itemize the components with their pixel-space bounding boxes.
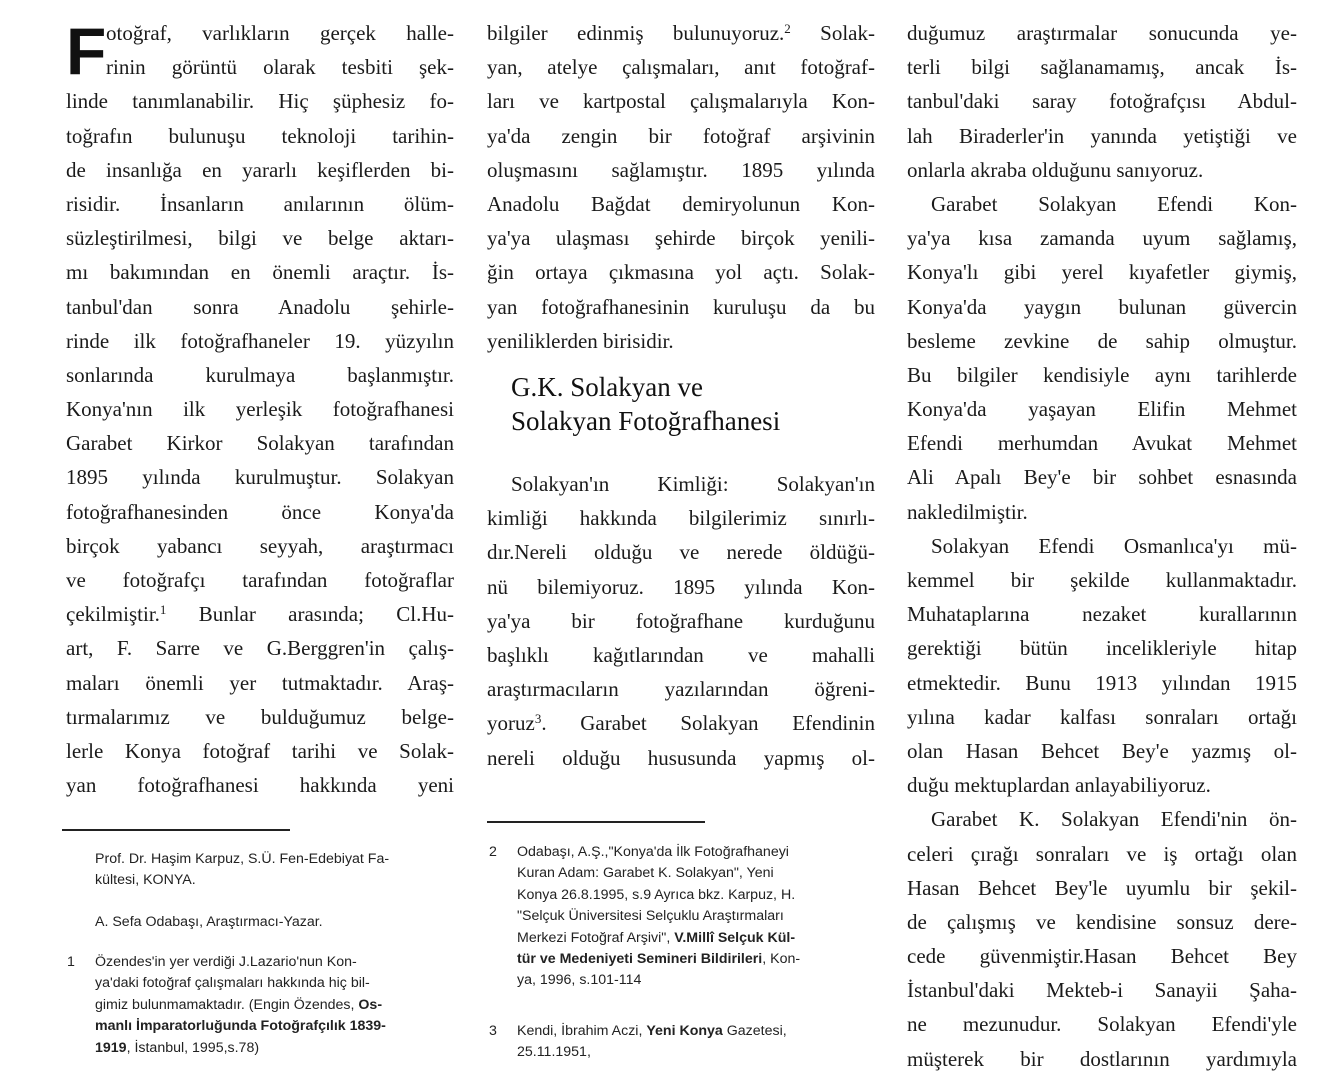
text-line: tanbul'daki saray fotoğrafçısı Abdul- bbox=[907, 89, 1297, 114]
author-note-1 bbox=[95, 849, 389, 892]
heading-line: G.K. Solakyan ve bbox=[511, 372, 703, 402]
text-line: başlıklı kağıtlarından ve mahalli bbox=[487, 642, 875, 667]
footnote-line: "Selçuk Üniversitesi Selçuklu Araştırmaları bbox=[517, 908, 784, 925]
text-line: ve fotoğrafçı tarafından fotoğraflar bbox=[66, 568, 454, 592]
text-fragment: yoruz bbox=[487, 711, 535, 736]
text-line: yan, atelye çalışmaları, anıt fotoğraf- bbox=[487, 55, 875, 80]
text-line: linde tanımlanabilir. Hiç şüphesiz fo- bbox=[66, 89, 454, 114]
text-line: sonlarında kurulmaya başlanmıştır. bbox=[66, 362, 454, 387]
footnote-line: Özendes'in yer verdiği J.Lazario'nun Kon- bbox=[95, 954, 357, 970]
footnote-line bbox=[95, 995, 386, 1016]
text-line: yeniliklerden birisidir. bbox=[487, 328, 674, 353]
footnote-line bbox=[517, 949, 800, 970]
column-1 bbox=[66, 16, 454, 802]
text-line: yan fotoğrafhanesi hakkında yeni bbox=[66, 773, 454, 798]
text-line: gerektiği bütün incelikleriyle hitap bbox=[907, 636, 1297, 661]
text-line: ğin ortaya çıkmasına yol açtı. Solak- bbox=[487, 260, 875, 285]
text-line: Garabet K. Solakyan Efendi'nin ön- bbox=[931, 807, 1297, 832]
text-line: Bu bilgiler kendisiyle aynı tarihlerde bbox=[907, 362, 1297, 387]
text-fragment: Gazetesi, bbox=[722, 1023, 787, 1039]
text-fragment: Solak- bbox=[790, 21, 875, 45]
text-line: Muhataplarına nezaket kurallarının bbox=[907, 602, 1297, 627]
text-line-with-footnote bbox=[487, 706, 875, 740]
text-fragment: bilgiler edinmiş bulunuyoruz. bbox=[487, 21, 785, 45]
footnote-line bbox=[95, 1016, 386, 1037]
text-line: süzleştirilmesi, bilgi ve belge aktarı- bbox=[66, 226, 454, 251]
text-line: terli bilgi sağlanamamış, ancak İs- bbox=[907, 55, 1297, 80]
column-3 bbox=[907, 16, 1297, 1076]
text-line-with-footnote bbox=[66, 597, 454, 631]
text-line: ya'da zengin bir fotoğraf arşivinin bbox=[487, 123, 875, 148]
footnote-ref-1[interactable]: 1 bbox=[159, 602, 167, 618]
text-line: Solakyan Efendi Osmanlıca'yı mü- bbox=[931, 533, 1297, 558]
text-line: de çalışmış ve kendisine sonsuz dere- bbox=[907, 909, 1297, 934]
footnote-number: 2 bbox=[489, 844, 497, 860]
text-line: lah Biraderler'in yanında yetiştiği ve bbox=[907, 123, 1297, 148]
text-line: Ali Apalı Bey'e bir sohbet esnasında bbox=[907, 465, 1297, 490]
text-line: besleme zevkine de sahip olmuştur. bbox=[907, 328, 1297, 353]
footnote-line: Prof. Dr. Haşim Karpuz, S.Ü. Fen-Edebiyat Fa- bbox=[95, 851, 390, 867]
text-line: müşterek bir dostlarının yardımıyla bbox=[907, 1046, 1297, 1071]
footnote-line: ya, 1996, s.101-114 bbox=[517, 972, 642, 989]
heading-line: Solakyan Fotoğrafhanesi bbox=[511, 406, 781, 436]
text-line: onlarla akraba olduğunu sanıyoruz. bbox=[907, 157, 1204, 182]
footnote-ref-3[interactable]: 3 bbox=[534, 711, 542, 727]
text-fragment: , İstanbul, 1995,s.78) bbox=[126, 1039, 260, 1056]
section-heading bbox=[511, 370, 780, 438]
author-note-2 bbox=[95, 912, 323, 933]
text-line: ne mezunudur. Solakyan Efendi'yle bbox=[907, 1012, 1297, 1037]
text-line: tırmalarımız ve bulduğumuz belge- bbox=[66, 704, 454, 729]
book-title: tür ve Medeniyeti Semineri Bildirileri bbox=[517, 951, 763, 968]
text-line: de insanlığa en yararlı keşiflerden bi- bbox=[66, 157, 454, 182]
text-fragment: . Garabet Solakyan Efendinin bbox=[541, 711, 875, 736]
book-title: Os- bbox=[358, 996, 383, 1013]
text-line: araştırmacıların yazılarından öğreni- bbox=[487, 677, 875, 702]
text-line: art, F. Sarre ve G.Berggren'in çalış- bbox=[66, 636, 454, 661]
footnote-rule bbox=[487, 821, 705, 823]
text-line: Garabet Solakyan Efendi Kon- bbox=[931, 191, 1297, 216]
text-line: nereli olduğu hususunda yapmış ol- bbox=[487, 745, 875, 770]
text-line: rinde ilk fotoğrafhaneler 19. yüzyılın bbox=[66, 328, 454, 353]
text-line: otoğraf, varlıkların gerçek halle- bbox=[106, 21, 454, 45]
text-line: dır.Nereli olduğu ve nerede öldüğü- bbox=[487, 540, 875, 565]
column-2 bbox=[487, 16, 875, 358]
text-line: cede güvenmiştir.Hasan Behcet Bey bbox=[907, 944, 1297, 969]
text-line: nakledilmiştir. bbox=[907, 499, 1028, 524]
text-line: celeri çırağı sonraları ve iş ortağı olan bbox=[907, 841, 1297, 866]
text-line: ya'ya bir fotoğrafhane kurduğunu bbox=[487, 608, 875, 633]
book-title: V.Millî Selçuk Kül- bbox=[674, 929, 796, 946]
text-line: Hasan Behcet Bey'le uyumlu bir şekil- bbox=[907, 875, 1297, 900]
text-fragment: Bunlar arasında; Cl.Hu- bbox=[166, 602, 454, 627]
text-line: toğrafın bulunuşu teknoloji tarihin- bbox=[66, 123, 454, 148]
footnote-line bbox=[517, 928, 800, 949]
text-line: birçok yabancı seyyah, araştırmacı bbox=[66, 533, 454, 558]
drop-cap: F bbox=[66, 14, 107, 88]
text-line: Konya'da yaşayan Elifin Mehmet bbox=[907, 397, 1297, 422]
text-line: tanbul'dan sonra Anadolu şehirle- bbox=[66, 294, 454, 319]
footnote-line: kültesi, KONYA. bbox=[95, 872, 196, 889]
text-line: ları ve kartpostal çalışmalarıyla Kon- bbox=[487, 89, 875, 114]
text-line: etmektedir. Bunu 1913 yılından 1915 bbox=[907, 670, 1297, 695]
text-line: İstanbul'daki Mekteb-i Sanayii Şaha- bbox=[907, 978, 1297, 1003]
footnote-1 bbox=[67, 952, 386, 1059]
text-line: oluşmasını sağlamıştır. 1895 yılında bbox=[487, 157, 875, 182]
footnote-rule bbox=[62, 829, 290, 831]
text-line: ya'ya ulaşması şehirde birçok yenili- bbox=[487, 226, 875, 251]
text-line: kimliği hakkında bilgilerimiz sınırlı- bbox=[487, 506, 875, 531]
footnote-number: 1 bbox=[67, 954, 75, 970]
footnote-2 bbox=[489, 842, 801, 992]
text-fragment: Merkezi Fotoğraf Arşivi", bbox=[517, 929, 675, 946]
footnote-line: Odabaşı, A.Ş.,"Konya'da İlk Fotoğrafhaneyi bbox=[517, 844, 789, 860]
text-line: mı bakımından en önemli araçtır. İs- bbox=[66, 260, 454, 285]
text-line: yan fotoğrafhanesinin kuruluşu da bu bbox=[487, 294, 875, 319]
footnote-line bbox=[517, 1021, 787, 1042]
text-line: ya'ya kısa zamanda uyum sağlamış, bbox=[907, 226, 1297, 251]
newspaper-title: Yeni Konya bbox=[646, 1023, 723, 1039]
text-line: fotoğrafhanesinden önce Konya'da bbox=[66, 499, 454, 524]
footnote-number: 3 bbox=[489, 1023, 497, 1039]
footnote-line: Konya 26.8.1995, s.9 Ayrıca bkz. Karpuz, H. bbox=[517, 886, 796, 903]
text-line: Solakyan'ın Kimliği: Solakyan'ın bbox=[511, 472, 875, 496]
text-line: olan Hasan Behcet Bey'e yazmış ol- bbox=[907, 738, 1297, 763]
text-fragment: Kendi, İbrahim Aczi, bbox=[517, 1023, 647, 1039]
footnote-line: Kuran Adam: Garabet K. Solakyan", Yeni bbox=[517, 865, 774, 882]
text-fragment: çekilmiştir. bbox=[66, 602, 160, 627]
text-line: kemmel bir şekilde kullanmaktadır. bbox=[907, 568, 1297, 592]
text-line: nü bilemiyoruz. 1895 yılında Kon- bbox=[487, 574, 875, 599]
text-line-with-footnote bbox=[487, 16, 875, 50]
text-fragment: gimiz bulunmamaktadır. (Engin Özendes, bbox=[95, 996, 359, 1013]
text-line: duğumuz araştırmalar sonucunda ye- bbox=[907, 21, 1297, 45]
text-line: Konya'da yaygın bulunan güvercin bbox=[907, 294, 1297, 319]
book-title: 1919 bbox=[95, 1039, 127, 1056]
text-line: Anadolu Bağdat demiryolunun Kon- bbox=[487, 191, 875, 216]
text-line: Efendi merhumdan Avukat Mehmet bbox=[907, 431, 1297, 456]
footnote-line: A. Sefa Odabaşı, Araştırmacı-Yazar. bbox=[95, 914, 323, 930]
text-line: duğu mektuplardan anlayabiliyoruz. bbox=[907, 773, 1211, 798]
text-line: 1895 yılında kurulmuştur. Solakyan bbox=[66, 465, 454, 490]
footnote-3 bbox=[489, 1021, 787, 1064]
text-line: Garabet Kirkor Solakyan tarafından bbox=[66, 431, 454, 456]
footnote-line: 25.11.1951, bbox=[517, 1044, 591, 1061]
text-line: risidir. İnsanların anılarının ölüm- bbox=[66, 191, 454, 216]
text-line: lerle Konya fotoğraf tarihi ve Solak- bbox=[66, 738, 454, 763]
column-2-section bbox=[487, 467, 875, 775]
text-line: maları önemli yer tutmaktadır. Araş- bbox=[66, 670, 454, 695]
text-line: yılına kadar kalfası sonraları ortağı bbox=[907, 704, 1297, 729]
book-title: manlı İmparatorluğunda Fotoğrafçılık 1839- bbox=[95, 1018, 386, 1035]
footnote-line bbox=[95, 1038, 386, 1059]
footnote-line: ya'daki fotoğraf çalışmaları hakkında hiç bil- bbox=[95, 975, 370, 992]
footnote-ref-2[interactable]: 2 bbox=[784, 21, 791, 36]
text-fragment: , Kon- bbox=[762, 951, 801, 968]
text-line: Konya'lı gibi yerel kıyafetler giymiş, bbox=[907, 260, 1297, 285]
text-line: rinin görüntü olarak tesbiti şek- bbox=[106, 55, 454, 80]
text-line: Konya'nın ilk yerleşik fotoğrafhanesi bbox=[66, 397, 454, 422]
